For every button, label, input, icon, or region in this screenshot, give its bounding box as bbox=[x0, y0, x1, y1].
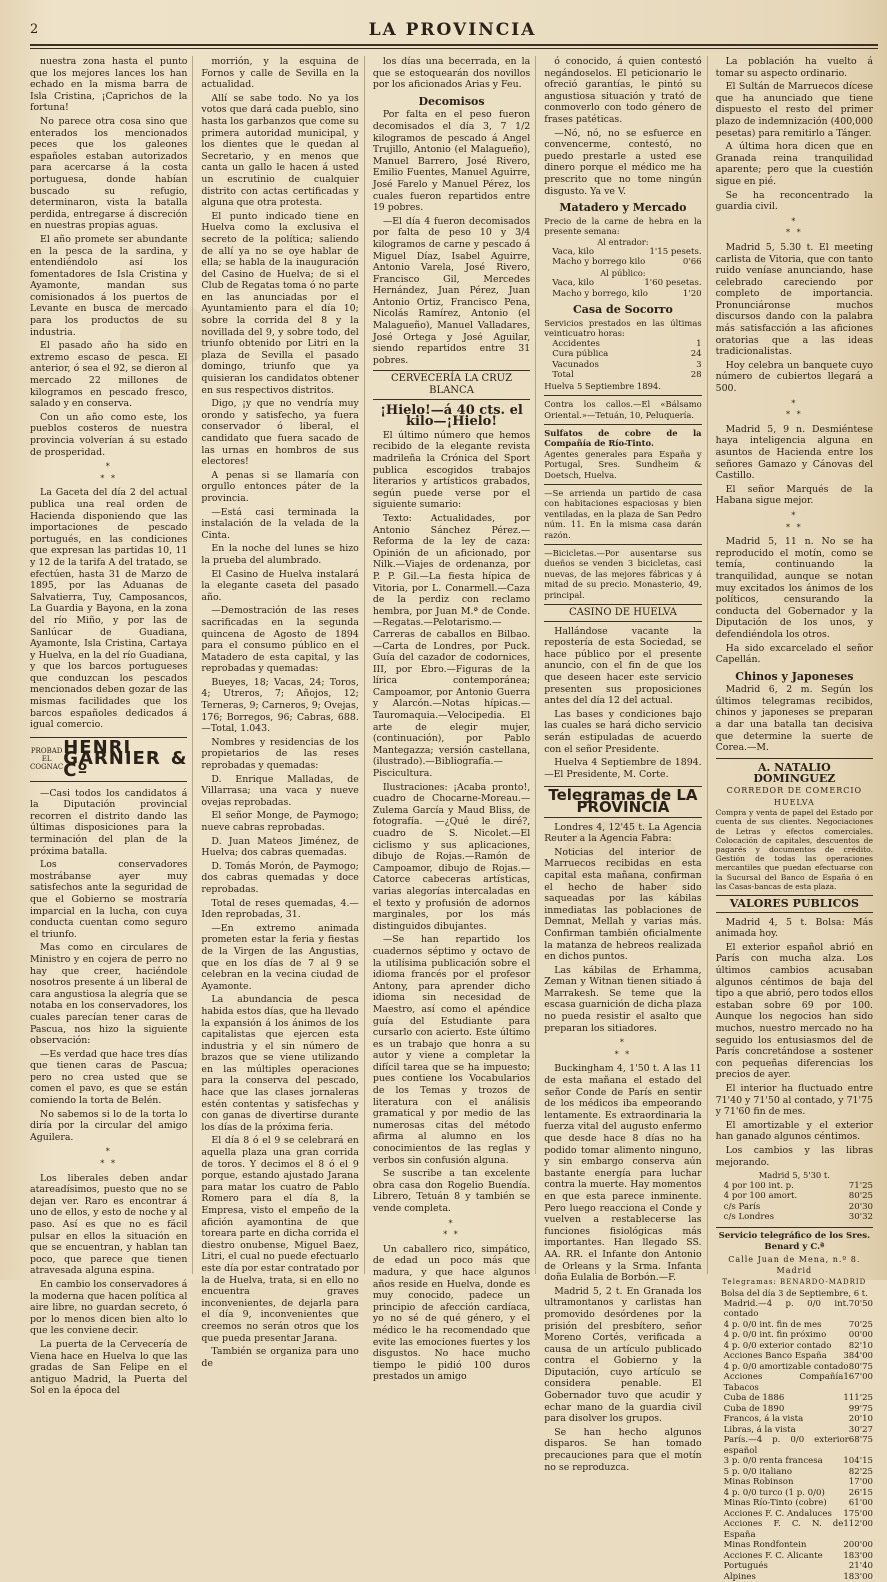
bolsa-item: Minas Robinson bbox=[723, 1477, 794, 1488]
paragraph: nuestra zona hasta el punto que los mejores lances los han echado en la misma barra de Isla Cristina, ¡Caprichos de la fortuna! bbox=[30, 56, 188, 114]
section-title-chinos: Chinos y Japoneses bbox=[735, 669, 854, 683]
paragraph: También se organiza para uno de bbox=[201, 1346, 359, 1369]
bolsa-row bbox=[716, 1467, 873, 1478]
bolsa-value: 104'15 bbox=[843, 1456, 874, 1467]
paragraph: El último número que hemos recibido de la elegante revista madrileña la Crónica del Sport publica escogidos trabajos literarios y artísticos grabados, según puede verse por el siguiente sumario: bbox=[372, 429, 531, 511]
paragraph: Huelva 4 Septiembre de 1894.—El Presidente, M. Corte. bbox=[544, 757, 702, 780]
bolsa-item: 4 p. 0/0 int. fin de mes bbox=[723, 1319, 822, 1330]
column-3 bbox=[372, 56, 536, 1383]
paragraph: El día 8 ó el 9 se celebrará en aquella plaza una gran corrida de toros. Y decimos el 8 ó el 9 porque, estando ajustado Jarana para matar los cuatro de Pablo Romero para el día 8, la Empresa, visto el empeño de la afición ayamontina de que toreara parte en dicha corrida el diestro onubense, Miguel Baez, Litri, el cual no puede efectuarlo este día por estar contratado por la de Huelva, trata, si en ello no encuentra graves inconvenientes, de dejarla para el día 9, inconvenientes que creemos no serán otros que los que pueda presentar Jarana. bbox=[201, 1135, 359, 1344]
paragraph: Los liberales deben andar atareadísimos, puesto que no se dejan ver. Raro es encontrar á uno de ellos, y esto de noche y al paso. Así es que no es fácil pulsar en ellos la situación en que se encuentran, y hablan tan poco, que parece que tienen atravesada alguna espina. bbox=[30, 1172, 188, 1277]
section-title-matadero: Matadero y Mercado bbox=[559, 201, 687, 215]
asterism: * * * bbox=[786, 510, 803, 532]
bolsa-value: 183'00 bbox=[843, 1550, 874, 1561]
paragraph: Digo, ¡y que no vendría muy orondo y satisfecho, ya fuera conservador ó liberal, el candidato que fuera sacado de las urnas en hombros de sus electores! bbox=[201, 398, 359, 468]
bolsa-item: París.—4 p. 0/0 exterior español bbox=[723, 1435, 849, 1456]
socorro-item: Accidentes bbox=[552, 338, 600, 349]
paragraph: Madrid 5, 5.30 t. El meeting carlista de Vitoria, que con tanto ruido veníase anunciando, hase celebrado careciendo por completo de importancia. Pronunciáronse muchos discursos dando con la palabra más satisfacción a las aficiones oratorias que a las ideas tradicionalistas. bbox=[715, 241, 874, 358]
bolsa-row bbox=[716, 1509, 873, 1520]
bolsa-value: 167'00 bbox=[843, 1372, 874, 1383]
bolsa-row bbox=[716, 1551, 873, 1562]
quote-value: 30'32 bbox=[848, 1212, 874, 1223]
paragraph: Se han hecho algunos disparos. Se han tomado precauciones para que el motín no se reproduzca. bbox=[544, 1426, 702, 1473]
paper-title: LA PROVINCIA bbox=[368, 20, 537, 40]
socorro-intro: Servicios prestados en las últimas veinticuatro horas: bbox=[544, 317, 702, 339]
price-item: Vaca, kilo bbox=[552, 278, 595, 289]
paragraph: La población ha vuelto á tomar su aspecto ordinario. bbox=[715, 56, 874, 79]
socorro-count: 24 bbox=[690, 349, 702, 360]
quote-item: c/s Londres bbox=[723, 1212, 774, 1223]
paragraph: Noticias del interior de Marruecos recibidas en esta capital esta mañana, confirman el hecho de haber sido saqueadas por las kábilas inmediatas las poblaciones de Demnat, Mellah y varias más. Confirman también oficialmente la matanza de hebreos realizada en dichos puntos. bbox=[544, 846, 702, 963]
paragraph: los días una becerrada, en la que se estoquearán dos novillos por los aficionados Arias y Feu. bbox=[372, 56, 531, 91]
bolsa-value: 82'25 bbox=[848, 1466, 874, 1477]
paragraph: El interior ha fluctuado entre 71'40 y 71'50 al contado, y 71'75 y 71'60 fin de mes. bbox=[715, 1082, 874, 1118]
valores-title: VALORES PUBLICOS bbox=[716, 895, 873, 913]
bolsa-item: 4 p. 0/0 exterior contado bbox=[723, 1340, 832, 1351]
asterism: * * * bbox=[443, 1218, 460, 1240]
servicio-telegrams: Telegramas: BENARDO-MADRID bbox=[722, 1277, 867, 1286]
paragraph: El Sultán de Marruecos dícese que ha anunciado que tiene dispuesto el resto del primer plazo de indemnización (400,000 pesetas) para remitirlo a Tánger. bbox=[715, 81, 874, 139]
price-group-label: Al entrador: bbox=[597, 236, 649, 247]
bolsa-item: 5 p. 0/0 italiano bbox=[723, 1466, 793, 1477]
price-value: 1'20 bbox=[682, 288, 702, 299]
bolsa-value: 99'75 bbox=[848, 1403, 874, 1414]
bolsa-value: 26'15 bbox=[848, 1487, 874, 1498]
paragraph: El amortizable y el exterior han ganado algunos céntimos. bbox=[715, 1119, 874, 1143]
socorro-item: Total bbox=[552, 370, 574, 381]
paragraph: Mas como en circulares de Ministro y en cojera de perro no hay que creer, haciéndole nosotros presente á un liberal de cara angustiosa la alegría que se notaba en los conservadores, los cuales parecían tener caras de Pascua, nos hizo la siguiente observación: bbox=[30, 942, 188, 1047]
bolsa-value: 183'00 bbox=[843, 1571, 874, 1582]
price-row bbox=[544, 278, 701, 289]
cognac-ad-small: PROBAD EL COGNAC bbox=[30, 747, 64, 772]
bolsa-row bbox=[716, 1351, 873, 1362]
bolsa-value: 20'10 bbox=[848, 1414, 874, 1425]
bolsa-value: 17'00 bbox=[848, 1477, 874, 1488]
paragraph: —Es verdad que hace tres días que tienen caras de Pascua; pero no crea usted que se comen el pavo, es que se están comiendo la torta de Belén. bbox=[30, 1048, 188, 1107]
bolsa-item: Minas Río-Tinto (cobre) bbox=[723, 1498, 827, 1509]
paragraph: Texto: Actualidades, por Antonio Sánchez Pérez.—Reforma de la ley de caza: Opinión de un aficionado, por Nilk.—Viajes de ordenanza, por P. P. Gil.—La fiesta hípica de Vitoria, por L. Conarmell.—Caza de la perdiz con reclamo hembra, por Juan M.ª de Conde.—Regatas.—Pelotarismo.—Carreras de caballos en Bilbao.—Carta de Londres, por Puck. Guía del cazador de codornices, III, por Ebro.—Figuras de la lírica contemporánea; Campoamor, por Antonio Guerra y Alarcón.—Notas hípicas.—Tauromaquia.—Velocipedia. El arte de elegir mujer, (continuación), por Pablo Mantegazza; versión castellana, (ilustrado).—Bibliografía.—Piscicultura. bbox=[372, 512, 531, 780]
paragraph: Se suscribe a tan excelente obra casa don Rogelio Buendía. Librero, Tetuán 8 y también se vende completa. bbox=[372, 1168, 531, 1214]
paragraph: —En extremo animada prometen estar la feria y fiestas de la Virgen de las Angustias, que en los días de 7 al 9 se celebran en la vecina ciudad de Ayamonte. bbox=[201, 922, 359, 992]
column-2 bbox=[201, 56, 364, 1369]
bolsa-row bbox=[716, 1561, 873, 1572]
bolsa-row bbox=[716, 1456, 873, 1467]
paragraph: A última hora dicen que en Granada reina tranquilidad aparente; pero que la cuestión sigue en pié. bbox=[715, 141, 874, 187]
paragraph: El año promete ser abundante en la pesca de la sardina, y entendiéndolo así los fomentadores de Isla Cristina y Ayamonte, mandan sus comisionados á los puertos de Levante en busca de mercado para los productos de su industria. bbox=[30, 233, 188, 338]
bolsa-item: Acciones F. C. Andaluces bbox=[723, 1508, 832, 1519]
paragraph: Nombres y residencias de los propietarios de las reses reprobadas y quemadas: bbox=[201, 736, 359, 772]
bolsa-item: Libras, á la vista bbox=[723, 1424, 796, 1435]
bolsa-value: 384'00 bbox=[843, 1351, 874, 1362]
price-item: Macho y borrego, kilo bbox=[552, 288, 648, 299]
ad-sulfatos: Agentes generales para España y Portugal, Sres. Sundheim & Doetsch, Huelva. bbox=[544, 448, 702, 480]
header-rule bbox=[30, 44, 878, 46]
price-row bbox=[544, 247, 701, 258]
socorro-count: 3 bbox=[696, 359, 702, 370]
paragraph: Con un año como este, los pueblos costeros de nuestra provincia volverían á su estado de prosperidad. bbox=[30, 411, 188, 458]
column-4 bbox=[544, 56, 707, 1473]
paragraph: En cambio los conservadores á la moderna que hacen política al aire libre, no guardan secreto, ó por lo menos dicen bien alto lo que les conviene decir. bbox=[30, 1278, 188, 1337]
price-row bbox=[544, 289, 701, 300]
bolsa-item: 4 p. 0/0 int. fin próximo bbox=[723, 1330, 827, 1341]
paragraph: En la noche del lunes se hizo la prueba del alumbrado. bbox=[201, 543, 359, 566]
price-item: Vaca, kilo bbox=[552, 246, 595, 257]
paragraph: Bueyes, 18; Vacas, 24; Toros, 4; Utreros, 7; Añojos, 12; Terneras, 9; Carneros, 9; Ovejas, 176; Borregos, 96; Cabras, 688.—Total, 1.043. bbox=[201, 676, 359, 735]
socorro-item: Cura pública bbox=[552, 349, 609, 360]
socorro-total-row bbox=[544, 370, 701, 381]
paragraph: Por falta en el peso fueron decomisados el día 3, 7 1/2 kilogramos de pescado á Angel Trujillo, Antonio (el Malagueño), Manuel Barrero, José Rivero, Emilio Fuentes, Manuel Aguirre, José Farelo y Manuel Pérez, los cuales fueron repartidos entre 19 pobres. bbox=[372, 109, 531, 214]
paragraph: El señor Marqués de la Habana sigue mejor. bbox=[715, 483, 874, 507]
bolsa-row bbox=[716, 1341, 873, 1352]
bolsa-item: Minas Rondfontein bbox=[723, 1540, 807, 1551]
servicio-address: Calle Juan de Mena, n.º 8. Madrid bbox=[728, 1254, 861, 1276]
bolsa-item: 4 p. 0/0 amortizable contado bbox=[723, 1361, 849, 1372]
paragraph: —Demostración de las reses sacrificadas en la segunda quincena de Agosto de 1894 para el consumo público en el Matadero de esta capital, y las reprobadas y quemadas: bbox=[201, 605, 359, 675]
bolsa-value: 70'25 bbox=[848, 1319, 874, 1330]
paragraph: No sabemos si lo de la torta lo diría por la circular del amigo Aguilera. bbox=[30, 1108, 188, 1143]
paragraph: D. Juan Mateos Jiménez, de Huelva; dos cabras quemadas. bbox=[201, 835, 359, 859]
paragraph: Los cambios y las libras mejorando. bbox=[715, 1144, 874, 1168]
bolsa-row bbox=[716, 1393, 873, 1404]
bolsa-value: 82'10 bbox=[848, 1340, 874, 1351]
bolsa-value: 200'00 bbox=[843, 1540, 874, 1551]
servicio-title: Servicio telegráfico de los Sres. Benard y C.ª bbox=[716, 1227, 873, 1254]
bolsa-row bbox=[716, 1540, 873, 1551]
price-group-label: Al público: bbox=[600, 267, 646, 278]
socorro-count: 28 bbox=[690, 370, 702, 381]
price-item: Macho y borrego kilo bbox=[552, 257, 646, 268]
bolsa-row bbox=[716, 1425, 873, 1436]
paragraph: Ha sido excarcelado el señor Capellán. bbox=[715, 642, 874, 666]
paragraph: A penas si se llamaría con orgullo entonces páter de la provincia. bbox=[201, 469, 359, 504]
bolsa-row bbox=[716, 1372, 873, 1393]
bolsa-value: 30'27 bbox=[848, 1424, 874, 1435]
quote-item: c/s París bbox=[723, 1201, 761, 1212]
columns bbox=[30, 56, 878, 1582]
bolsa-item: Francos, á la vista bbox=[723, 1414, 804, 1425]
paragraph: Madrid 6, 2 m. Según los últimos telegramas recibidos, chinos y japoneses se preparan a dar una batalla tan decisiva que determine la suerte de Corea.—M. bbox=[715, 684, 874, 754]
bolsa-row bbox=[716, 1299, 873, 1320]
paragraph: El Casino de Huelva instalará la elegante caseta del pasado año. bbox=[201, 568, 359, 603]
section-title-socorro: Casa de Socorro bbox=[573, 303, 673, 317]
cognac-ad bbox=[30, 737, 187, 782]
paragraph: morrión, y la esquina de Fornos y calle de Sevilla en la actualidad. bbox=[201, 56, 359, 91]
paragraph: Buckingham 4, 1'50 t. A las 11 de esta mañana el estado del señor Conde de París en sentir de los médicos iba empeorando lentamente. Es extraordinaria la fuerza vital del augusto enfermo que desde hace 8 días no ha podido tomar alimento ninguno, y sin embargo conserva aún bastante energía para luchar contra la muerte. Hay momentos en que esta parece inminente. Pero luego reacciona el Conde y vuelven a restablecerse las funciones fisiológicas más importantes. Han llegado SS. AA. RR. el Infante don Antonio de Orleans y la Srma. Infanta doña Eulalia de Borbón.—F. bbox=[544, 1063, 702, 1284]
bolsa-value: 68'75 bbox=[848, 1435, 874, 1446]
bolsa-item: Madrid.—4 p. 0/0 int. contado bbox=[723, 1298, 849, 1320]
bolsa-row bbox=[716, 1498, 873, 1509]
column-1 bbox=[30, 56, 193, 1397]
bolsa-value: 111'25 bbox=[843, 1393, 874, 1404]
bolsa-row bbox=[716, 1330, 873, 1341]
cognac-ad-brand: HENRI GARNIER & Cº bbox=[63, 736, 188, 782]
bolsa-value: 61'00 bbox=[848, 1498, 874, 1509]
bolsa-value: 70'50 bbox=[848, 1298, 874, 1309]
dominguez-ad-name: A. NATALIO DOMINGUEZ bbox=[753, 760, 836, 786]
column-5 bbox=[715, 56, 878, 1582]
bolsa-row bbox=[716, 1435, 873, 1456]
bolsa-row bbox=[716, 1488, 873, 1499]
paragraph: Las bases y condiciones bajo las cuales se hará dicho servicio serán estipuladas de acuerdo con el señor Presidente. bbox=[544, 708, 702, 755]
paragraph: El señor Monge, de Paymogo; nueve cabras reprobadas. bbox=[201, 810, 359, 833]
paragraph: Hoy celebra un banquete cuyo número de cubiertos llegará a 500. bbox=[715, 359, 874, 395]
paragraph: —Casi todos los candidatos á la Diputación provincial recorren el distrito dando las últimas disposiciones para la terminación del plan de la próxima batalla. bbox=[30, 787, 188, 857]
bolsa-item: Acciones F. C. Alicante bbox=[723, 1550, 823, 1561]
quote-row bbox=[716, 1191, 873, 1202]
quote-item: 4 por 100 amort. bbox=[723, 1191, 798, 1202]
socorro-row bbox=[544, 349, 701, 360]
bolsa-value: 21'40 bbox=[848, 1561, 874, 1572]
bolsa-item: Acciones F. C. N. de España bbox=[723, 1519, 844, 1540]
bolsa-value: 112'00 bbox=[843, 1519, 874, 1530]
paragraph: Se ha reconcentrado la guardia civil. bbox=[715, 189, 874, 213]
paragraph: —Nó, nó, no se esfuerce en convencerme, contestó, no puedo prestarle a usted ese dinero porque el médico me ha prescrito que no tome ningún disgusto. Ya ve V. bbox=[544, 127, 702, 197]
dominguez-ad bbox=[716, 758, 873, 891]
bolsa-item: Acciones Compañía Tabacos bbox=[723, 1372, 844, 1393]
paragraph: —El día 4 fueron decomisados por falta de peso 10 y 3/4 kilogramos de carne y pescado á Miguel Díaz, Isabel Aguirre, Antonio Varela, José Rivero, Francisco Gil, Mercedes Hernández, Juan Pérez, Juan Antonio Ortiz, Francisco Pena, Nicolás Ramírez, Antonio (el Malagueño), Manuel Valladares, José Ortega y José Aguilar, siendo repartidos entre 31 pobres. bbox=[372, 215, 531, 366]
hielo-ad: ¡Hielo!—á 40 cts. el kilo—¡Hielo! bbox=[380, 402, 523, 430]
paragraph: El punto indicado tiene en Huelva como la exclusiva el secreto de la política; saliendo de allí ya no se oye hablar de ella; se habla de la inauguración del Casino de Huelva; de si el Club de Regatas toma ó no parte en las anunciadas por el Ayuntamiento para el día 10; sobre la corrida del 8 y la novillada del 9, y sobre todo, del triunfo obtenido por Litri en la plaza de Sevilla el pasado domingo, triunfo que ya quisieran los candidatos obtener en sus respectivos distritos. bbox=[201, 210, 359, 396]
quote-row bbox=[716, 1202, 873, 1213]
socorro-row bbox=[544, 339, 701, 350]
paragraph: —Se han repartido los cuadernos séptimo y octavo de la utilísima publicación sobre el idioma francés por el profesor Antony, para aprender dicho idioma sin necesidad de Maestro, así como el apéndice guía del Estudiante para cursarlo con acierto. Este último es un trabajo que honra a su autor y viene a completar la difícil tarea que se ha impuesto; pues contiene los Vocabularios de los Temas y trozos de literatura con el análisis gramatical y por medio de las numerosas citas del método afirma al alumno en los conocimientos de las reglas y verbos sin confusión alguna. bbox=[372, 934, 531, 1166]
asterism: * * * bbox=[786, 398, 803, 420]
header-rule-thin bbox=[30, 48, 878, 49]
dominguez-ad-text: Compra y venta de papel del Estado por cuenta de sus clientes. Negociaciones de Letras y efectos comerciales. Colocación de capitales, descuentos de pagarés y documentos de crédito. Gestión de todas las operaciones mercantiles que puedan efectuarse con la Sucursal del Banco de España ó en las Casas-bancas de esta plaza. bbox=[715, 808, 874, 891]
bolsa-row bbox=[716, 1519, 873, 1540]
matadero-intro: Precio de la carne de hebra en la presente semana: bbox=[544, 215, 702, 237]
bolsa-row bbox=[716, 1404, 873, 1415]
bolsa-head: Bolsa del día 3 de Septiembre, 6 t. bbox=[720, 1288, 868, 1299]
bolsa-row bbox=[716, 1477, 873, 1488]
paragraph: La Gaceta del día 2 del actual publica una real orden de Hacienda disponiendo que las importaciones de pescado portugués, en las condiciones que expresan las partidas 10, 11 y 12 de la tarifa A del tratado, se efectúen, hasta 31 de Marzo de 1895, por las Aduanas de Salvatierra, Tuy, Camposancos, La Guardia y Bayona, en la zona del río Miño, y por las de Sanlúcar de Guadiana, Ayamonte, Isla Cristina, Cartaya y Huelva, en la del río Guadiana, y que los barcos portugueses que conduzcan los pescados mencionados deben gozar de las mismas facilidades que los barcos españoles dedicados á igual comercio. bbox=[30, 487, 188, 731]
bolsa-value: 175'00 bbox=[843, 1508, 874, 1519]
paragraph: Madrid 4, 5 t. Bolsa: Más animada hoy. bbox=[715, 916, 874, 940]
paragraph: Allí se sabe todo. No ya los votos que dará cada pueblo, sino hasta los garbanzos que come su primera autoridad municipal, y los dientes que le quedan al Secretario, y en menos que canta un gallo le hacen á usted un escrutinio de cualquier distrito con actas certificadas y alguna que otra protesta. bbox=[201, 92, 359, 209]
asterism: * * * bbox=[786, 216, 803, 238]
quote-value: 80'25 bbox=[848, 1191, 874, 1202]
paragraph: ó conocido, á quien contestó negándoselos. El peticionario le ofreció garantías, le pintó su angustiosa situación y trató de conmoverlo con todo género de frases patéticas. bbox=[544, 56, 702, 125]
paragraph: Madrid 5, 9 n. Desmiéntese haya inteligencia alguna en asuntos de Hacienda entre los señores Gamazo y Cánovas del Castillo. bbox=[715, 423, 874, 482]
paragraph: Londres 4, 12'45 t. La Agencia Reuter a la Agencia Fabra: bbox=[544, 821, 702, 845]
socorro-item: Vacunados bbox=[552, 359, 599, 370]
price-row bbox=[544, 257, 701, 268]
socorro-row bbox=[544, 360, 701, 371]
bolsa-row bbox=[716, 1414, 873, 1425]
bolsa-value: 80'75 bbox=[848, 1361, 874, 1372]
bolsa-item: Portugués bbox=[723, 1561, 768, 1572]
bolsa-item: Acciones Banco España bbox=[723, 1351, 827, 1362]
paragraph: El exterior español abrió en París con mucha alza. Los últimos cambios acusaban algunos céntimos de baja del tipo a que abrió, pero todos ellos estaban sobre 69 por 100. Aunque los negocios han sido muchos, nuestro mercado no ha seguido los entusiasmos del de París concretándose a sostener con pequeñas diferencias los precios de ayer. bbox=[715, 941, 874, 1081]
paragraph: Total de reses quemadas, 4.—Iden reprobadas, 31. bbox=[201, 897, 359, 921]
quote-item: 4 por 100 int. p. bbox=[723, 1180, 794, 1191]
bolsa-value: 00'00 bbox=[848, 1330, 874, 1341]
quote-row bbox=[716, 1212, 873, 1223]
bolsa-item: 4 p. 0/0 turco (1 p. 0/0) bbox=[723, 1487, 825, 1498]
quote-value: 71'25 bbox=[848, 1180, 874, 1191]
page-number: 2 bbox=[30, 22, 39, 37]
ad-bicicletas: —Bicicletas.—Por ausentarse sus dueños se venden 3 bicicletas, casi nuevas, de las mejores fábricas y á mitad de su precio. Monasterio, 49, principal. bbox=[544, 544, 701, 600]
dateline: Huelva 5 Septiembre 1894. bbox=[544, 380, 661, 391]
quote-row bbox=[716, 1181, 873, 1192]
quote-head: Madrid 5, 5'30 t. bbox=[758, 1170, 830, 1181]
quote-value: 20'30 bbox=[848, 1201, 874, 1212]
paragraph: D. Tomás Morón, de Paymogo; dos cabras quemadas y doce reprobadas. bbox=[201, 860, 359, 895]
paragraph: No parece otra cosa sino que enterados los mencionados peces que los galeones españoles estaban autorizados para acercarse á la costa portuguesa, donde habían buscado su refugio, determinaron, vista la batalla perdida, entregarse á discreción en nuestras propias aguas. bbox=[30, 115, 188, 232]
asterism: * * * bbox=[614, 1038, 632, 1059]
bolsa-item: Cuba de 1890 bbox=[723, 1403, 785, 1414]
paragraph: Madrid 5, 11 n. No se ha reproducido el motín, como se temía, continuando la tranquilidad, aunque se notan muy excitados los ánimos de los políticos, censurando la conducta del Gobernador y la Diputación de los unos, y defendiéndola los otros. bbox=[715, 536, 874, 640]
socorro-count: 1 bbox=[696, 338, 702, 349]
paragraph: Madrid 5, 2 t. En Granada los ultramontanos y carlistas han promovido desórdenes por la prisión del presbítero, señor Moreno Cortés, verificada a causa de un artículo publicado contra el Gobierno y la Diputación, cuyo artículo se considera penable. El Gobernador tuvo que acudir y echar mano de la guardia civil para disolver los grupos. bbox=[544, 1285, 702, 1425]
bolsa-row bbox=[716, 1572, 873, 1582]
asterism: * * * bbox=[100, 462, 117, 483]
bolsa-item: 3 p. 0/0 renta francesa bbox=[723, 1456, 823, 1467]
paragraph: Los conservadores mostrábanse ayer muy satisfechos ante la seguridad de que el Gobierno se mostraría imparcial en la lucha, con cuya conducta cuentan como seguro el triunfo. bbox=[30, 859, 188, 940]
paragraph: Hallándose vacante la repostería de esta Sociedad, se hace público por el presente anuncio, con el fin de que los que deseen hacer este servicio presenten sus proposiciones antes del día 12 del actual. bbox=[544, 625, 702, 707]
ad-arrienda: —Se arrienda un partido de casa con habitaciones espaciosas y bien ventiladas, en la plaza de San Pedro núm. 11. En la misma casa darán razón. bbox=[544, 484, 701, 540]
paragraph: —Está casi terminada la instalación de la velada de la Cinta. bbox=[201, 506, 359, 541]
cerveceria-ad-title: CERVECERÍA LA CRUZ BLANCA bbox=[373, 370, 530, 399]
paragraph: La puerta de la Cervecería de Viena hace en Huelva lo que las gradas de San Felipe en el antiguo Madrid, la Puerta del Sol en la época del bbox=[30, 1338, 188, 1397]
bolsa-row bbox=[716, 1362, 873, 1373]
paragraph: D. Enrique Malladas, de Villarrasa; una vaca y nueve ovejas reprobadas. bbox=[201, 773, 359, 808]
paragraph: La abundancia de pesca habida estos días, que ha llevado la expansión á los ánimos de los capitalistas que ejercen esta industria y el sin número de brazos que se viene utilizando en las múltiples operaciones para la conserva del pescado, hace que las clases jornaleras estén contentas y satisfechas y con ganas de divertirse durante los días de la próxima feria. bbox=[201, 994, 359, 1133]
paragraph: Las kábilas de Erhamma, Zeman y Witnan tienen sitiado á Marrakesh. Se teme que la escasa guarnición de dicha plaza no pueda resistir el asalto que preparan los sitiadores. bbox=[544, 964, 702, 1034]
asterism: * * * bbox=[100, 1147, 117, 1169]
casino-title: CASINO DE HUELVA bbox=[544, 604, 701, 622]
price-value: 0'66 bbox=[682, 257, 702, 268]
dominguez-ad-role: CORREDOR DE COMERCIO bbox=[726, 786, 863, 796]
ad-sulfatos-title: Sulfatos de cobre de la Compañía de Río-Tinto. bbox=[544, 424, 701, 449]
dominguez-ad-city: HUELVA bbox=[773, 797, 815, 807]
bolsa-row bbox=[716, 1320, 873, 1331]
section-title-decomisos: Decomisos bbox=[418, 94, 485, 108]
price-value: 1'60 pesetas. bbox=[644, 278, 702, 289]
paragraph: El pasado año ha sido en extremo escaso de pesca. El anterior, ó sea el 92, se dieron al mercado 22 millones de kilogramos en pescado fresco, salado y en conserva. bbox=[30, 340, 188, 410]
bolsa-item: Cuba de 1886 bbox=[723, 1393, 785, 1404]
paragraph: Un caballero rico, simpático, de edad un poco más que madura, y que hace algunos años reside en Huelva, donde es muy conocido, padece un principio de afección cardíaca, yo no sé de qué género, y el médico le ha recomendado que evite las emociones fuertes y los disgustos. No hace mucho tiempo le pidió 100 duros prestados un amigo bbox=[372, 1243, 531, 1383]
ad-callos: Contra los callos.—El «Bálsamo Oriental.»—Tetuán, 10, Peluquería. bbox=[544, 395, 701, 420]
price-value: 1'15 pesets. bbox=[649, 246, 702, 257]
bolsa-item: Alpines bbox=[723, 1571, 756, 1582]
paragraph: Ilustraciones: ¡Acaba pronto!, cuadro de Chocarne-Moreau.—Zulema García y Maud Bliss, de fotografía. —¿Qué le diré?, cuadro de S. Nicolet.—El ciclismo y sus aplicaciones, dibujo de Rojas.—Ramón de Campoamor, dibujo de Rojas.—Catorce cabeceras artísticas, varias alegorías intercaladas en el texto y profusión de adornos marginales, por los más distinguidos dibujantes. bbox=[372, 781, 531, 932]
telegramas-title: Telegramas de LA PROVINCIA bbox=[544, 786, 701, 817]
